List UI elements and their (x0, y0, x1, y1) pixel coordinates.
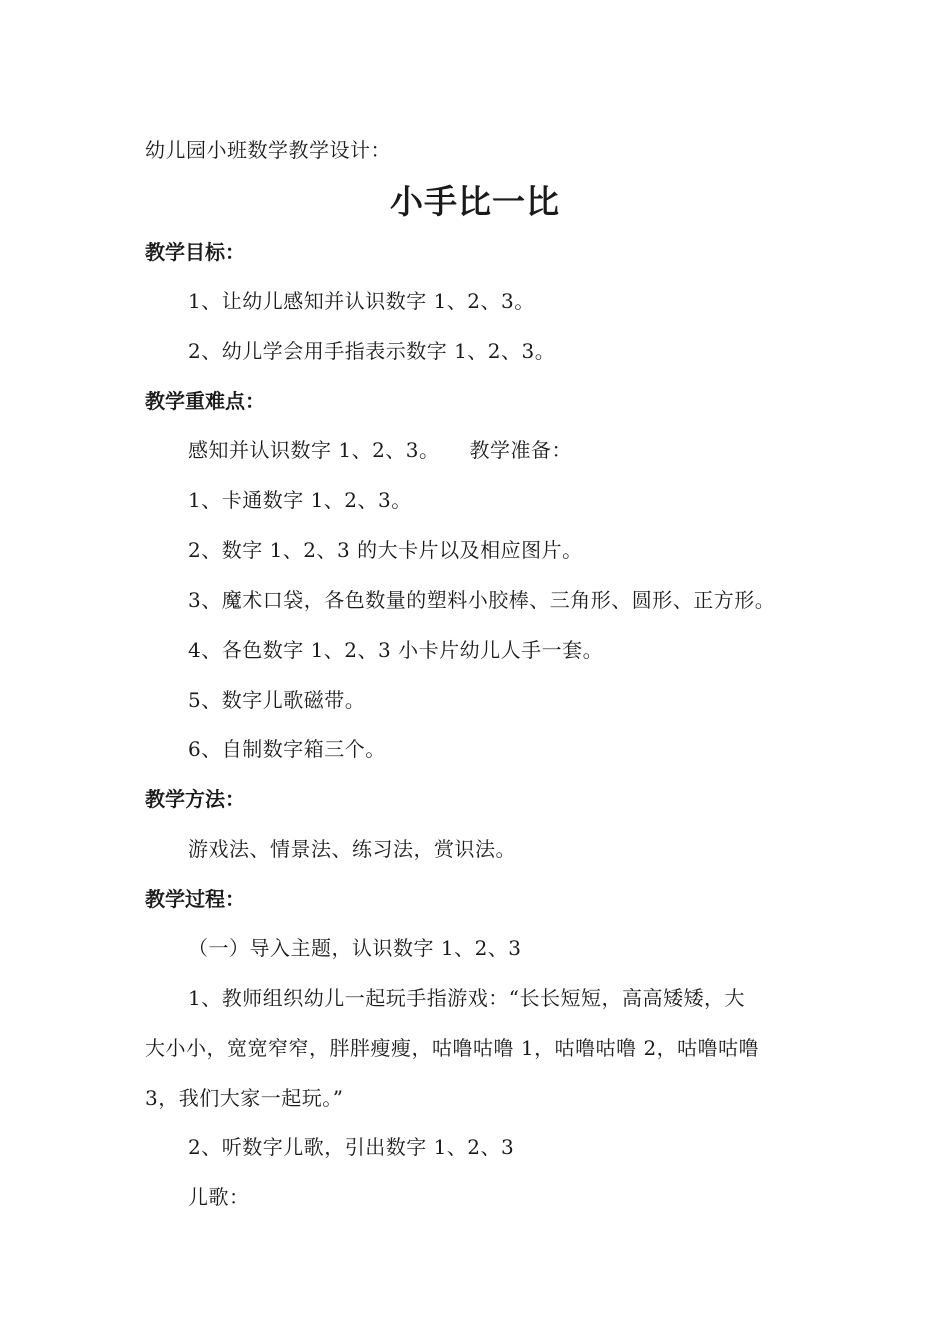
process-part-title: （一）导入主题，认识数字 1、2、3 (188, 936, 522, 960)
document-title: 小手比一比 (390, 182, 560, 221)
section-heading-methods: 教学方法： (145, 787, 245, 811)
process-step-line: 1、教师组织幼儿一起玩手指游戏：“长长短短，高高矮矮，大 (188, 986, 745, 1010)
document-subtitle: 幼儿园小班数学教学设计： (145, 138, 391, 162)
process-step-line: 3，我们大家一起玩。” (145, 1086, 344, 1110)
goal-item: 2、幼儿学会用手指表示数字 1、2、3。 (188, 339, 556, 363)
key-points-line (188, 436, 572, 464)
methods-text: 游戏法、情景法、练习法，赏识法。 (188, 837, 516, 861)
key-points-text: 感知并认识数字 1、2、3。 (188, 438, 440, 462)
section-heading-process: 教学过程： (145, 887, 245, 911)
process-step-line: 大小小，宽宽窄窄，胖胖瘦瘦，咕噜咕噜 1，咕噜咕噜 2，咕噜咕噜 (145, 1036, 760, 1060)
preparation-item: 6、自制数字箱三个。 (188, 737, 386, 761)
preparation-item: 3、魔术口袋，各色数量的塑料小胶棒、三角形、圆形、正方形。 (188, 588, 776, 612)
process-step-line: 2、听数字儿歌，引出数字 1、2、3 (188, 1135, 515, 1159)
song-label: 儿歌： (188, 1185, 250, 1209)
preparation-item: 2、数字 1、2、3 的大卡片以及相应图片。 (188, 538, 583, 562)
section-heading-goals: 教学目标： (145, 240, 245, 264)
preparation-item: 5、数字儿歌磁带。 (188, 688, 366, 712)
preparation-item: 1、卡通数字 1、2、3。 (188, 488, 412, 512)
preparation-item: 4、各色数字 1、2、3 小卡片幼儿人手一套。 (188, 638, 604, 662)
goal-item: 1、让幼儿感知并认识数字 1、2、3。 (188, 289, 535, 313)
section-heading-key-points: 教学重难点： (145, 389, 265, 413)
preparation-label: 教学准备： (469, 438, 573, 462)
